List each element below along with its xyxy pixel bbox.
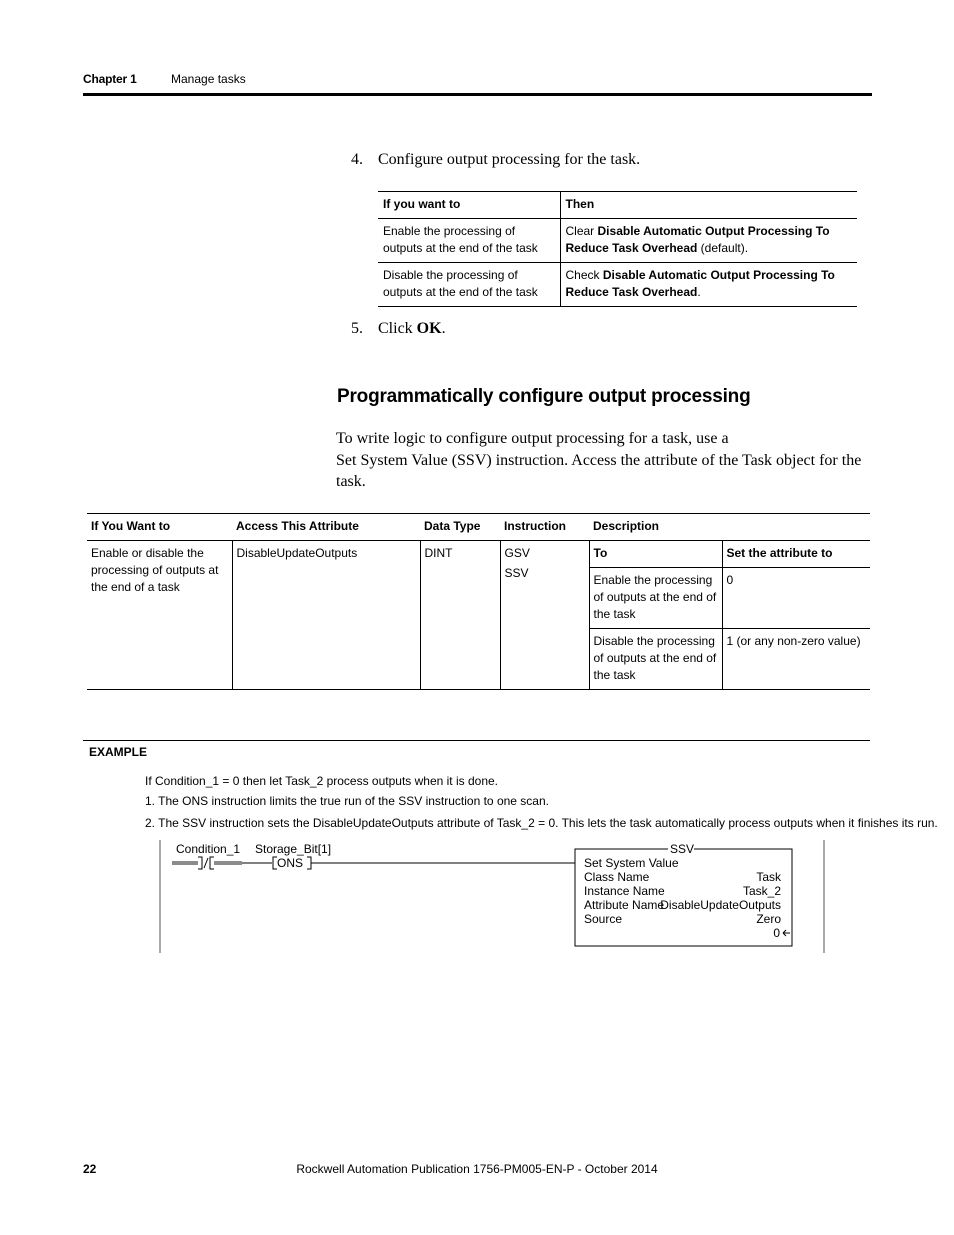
table-cell [560, 219, 857, 263]
ssv-title: SSV [670, 842, 695, 856]
step-number: 4. [351, 151, 363, 168]
publication-info: Rockwell Automation Publication 1756-PM005-EN-P - October 2014 [296, 1162, 658, 1176]
field-label: Source [584, 912, 623, 926]
table-header-row [87, 514, 870, 541]
output-processing-table [378, 191, 857, 307]
step-number: 5. [351, 320, 363, 337]
example-note: 1. The ONS instruction limits the true run of the SSV instruction to one scan. [145, 794, 549, 808]
arrow-left-icon [783, 930, 790, 936]
option-name: Disable Automatic Output Processing To Reduce Task Overhead [565, 268, 835, 299]
ssv-name: Set System Value [584, 856, 679, 870]
page-number: 22 [83, 1162, 97, 1176]
option-name: Disable Automatic Output Processing To Reduce Task Overhead [565, 224, 830, 255]
contact-tag: Condition_1 [176, 842, 241, 856]
ladder-diagram [150, 835, 840, 960]
attribute-table [87, 513, 870, 690]
field-value: DisableUpdateOutputs [660, 898, 781, 912]
table-cell: DINT [420, 541, 500, 690]
table-cell: Disable the processing of outputs at the end of the task [589, 629, 722, 690]
table-cell [500, 541, 589, 690]
example-divider [83, 740, 870, 741]
instruction-item: GSV [504, 546, 530, 560]
table-cell: Enable the processing of outputs at the end of the task [589, 568, 722, 629]
column-header: If you want to [378, 192, 560, 219]
column-header: Data Type [420, 514, 500, 541]
section-title: Programmatically configure output processing [337, 386, 751, 407]
section-label: Manage tasks [171, 72, 246, 86]
sub-column-header: To [589, 541, 722, 568]
ok-label: OK [416, 320, 442, 337]
body-paragraph [336, 428, 872, 493]
column-header: Access This Attribute [232, 514, 420, 541]
example-label: EXAMPLE [89, 745, 148, 759]
example-intro: If Condition_1 = 0 then let Task_2 process outputs when it is done. [145, 774, 499, 788]
field-label: Attribute Name [584, 898, 665, 912]
column-header: If You Want to [87, 514, 232, 541]
table-cell: Enable the processing of outputs at the end of the task [378, 219, 560, 263]
field-label: Class Name [584, 870, 650, 884]
source-value: 0 [773, 926, 780, 940]
sub-column-header: Set the attribute to [722, 541, 870, 568]
column-header: Instruction [500, 514, 589, 541]
table-row [378, 263, 857, 307]
table-row [87, 541, 870, 568]
table-cell: DisableUpdateOutputs [232, 541, 420, 690]
cell-text: . [697, 285, 701, 299]
table-cell: 0 [722, 568, 870, 629]
table-row [378, 219, 857, 263]
instruction-item: SSV [504, 566, 529, 580]
step-text: Configure output processing for the task. [378, 151, 641, 168]
example-note: 2. The SSV instruction sets the DisableUpdateOutputs attribute of Task_2 = 0. This lets the task automatically process outputs when it finishes its run. [145, 816, 938, 830]
field-value: Task [756, 870, 781, 884]
ons-instruction [273, 856, 311, 870]
ons-label: ONS [277, 856, 304, 870]
step-text [378, 320, 446, 338]
paragraph-line: To write logic to configure output processing for a task, use a [336, 430, 729, 447]
cell-text: Clear [565, 224, 598, 238]
table-cell: Disable the processing of outputs at the end of the task [378, 263, 560, 307]
field-value: Zero [756, 912, 781, 926]
paragraph-line: Set System Value (SSV) instruction. Access the attribute of the Task object for the task. [336, 451, 862, 490]
table-cell [560, 263, 857, 307]
step-text-prefix: Click [378, 320, 417, 337]
chapter-label: Chapter 1 [83, 72, 137, 86]
column-header: Then [560, 192, 857, 219]
table-header-row [378, 192, 857, 219]
step-text-suffix: . [441, 320, 446, 337]
field-value: Task_2 [742, 884, 781, 898]
cell-text: (default). [697, 241, 749, 255]
field-label: Instance Name [584, 884, 665, 898]
column-header: Description [589, 514, 870, 541]
page-header [83, 70, 872, 96]
ssv-block [575, 841, 792, 946]
cell-text: Check [565, 268, 603, 282]
table-cell: Enable or disable the processing of outputs at the end of a task [87, 541, 232, 690]
xio-contact [172, 857, 242, 869]
ons-tag: Storage_Bit[1] [255, 842, 332, 856]
table-cell: 1 (or any non-zero value) [722, 629, 870, 690]
